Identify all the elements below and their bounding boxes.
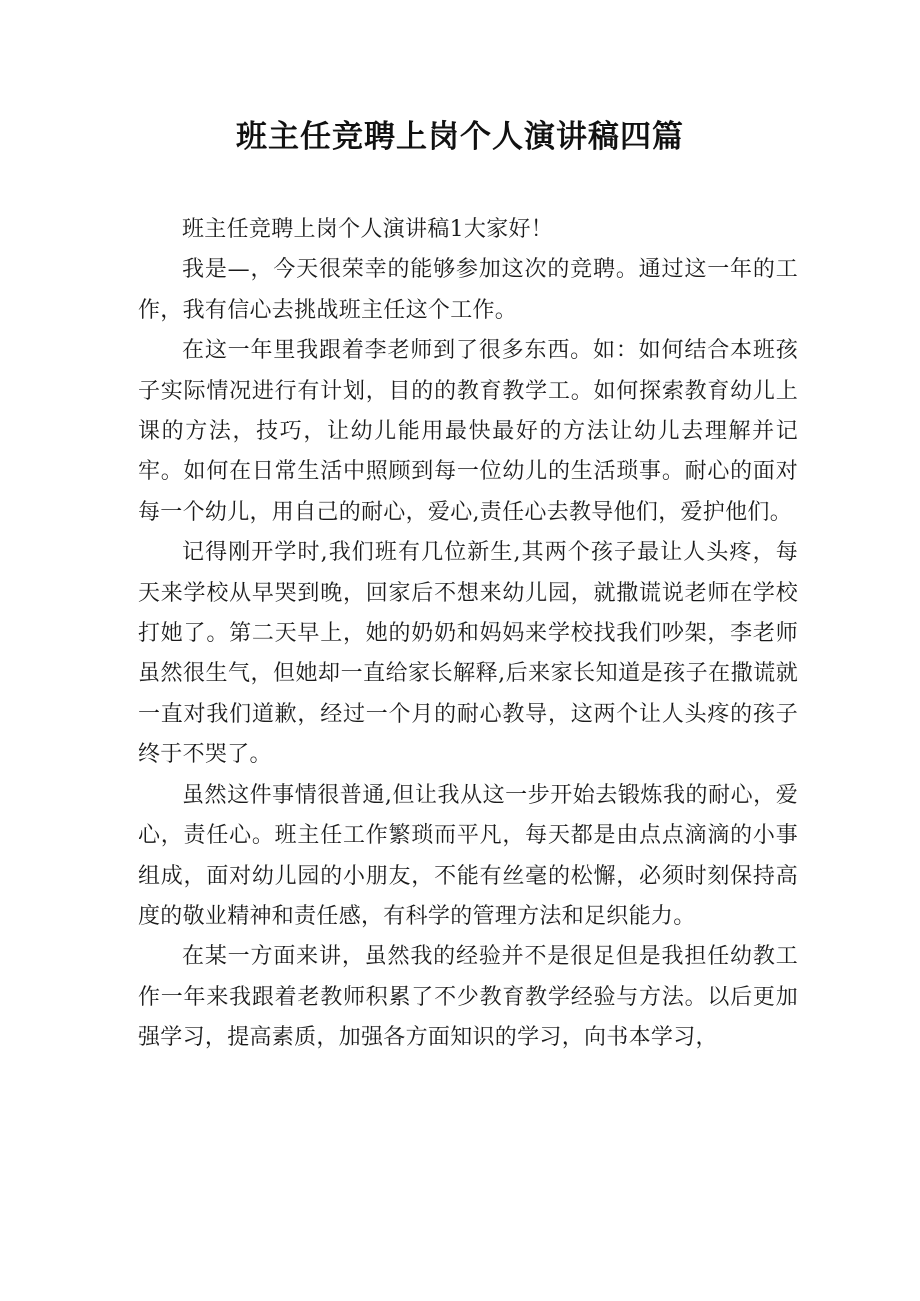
page-title: 班主任竞聘上岗个人演讲稿四篇 [236, 119, 684, 155]
paragraph-3: 在这一年里我跟着李老师到了很多东西。如：如何结合本班孩子实际情况进行有计划，目的的教育教学工。如何探索教育幼儿上课的方法，技巧，让幼儿能用最快最好的方法让幼儿去理解并记牢。如何在日常生活中照顾到每一位幼儿的生活琐事。耐心的面对每一个幼儿，用自己的耐心，爱心,责任心去教导他们，爱护他们。 [138, 338, 798, 525]
paragraph-6: 在某一方面来讲，虽然我的经验并不是很足但是我担任幼教工作一年来我跟着老教师积累了不少教育教学经验与方法。以后更加强学习，提高素质，加强各方面知识的学习，向书本学习， [138, 944, 798, 1051]
paragraph-2: 我是—，今天很荣幸的能够参加这次的竞聘。通过这一年的工作，我有信心去挑战班主任这个工作。 [138, 257, 798, 323]
paragraph-4: 记得刚开学时,我们班有几位新生,其两个孩子最让人头疼，每天来学校从早哭到晚，回家后不想来幼儿园，就撒谎说老师在学校打她了。第二天早上，她的奶奶和妈妈来学校找我们吵架，李老师虽然很生气，但她却一直给家长解释,后来家长知道是孩子在撒谎就一直对我们道歉，经过一个月的耐心教导，这两个让人头疼的孩子终于不哭了。 [138, 540, 798, 768]
paragraph-1: 班主任竞聘上岗个人演讲稿1大家好！ [182, 217, 554, 242]
paragraph-5: 虽然这件事情很普通,但让我从这一步开始去锻炼我的耐心，爱心，责任心。班主任工作繁琐而平凡，每天都是由点点滴滴的小事组成，面对幼儿园的小朋友，不能有丝毫的松懈，必须时刻保持高度的敬业精神和责任感，有科学的管理方法和足织能力。 [138, 782, 798, 929]
document-body [138, 210, 798, 1059]
